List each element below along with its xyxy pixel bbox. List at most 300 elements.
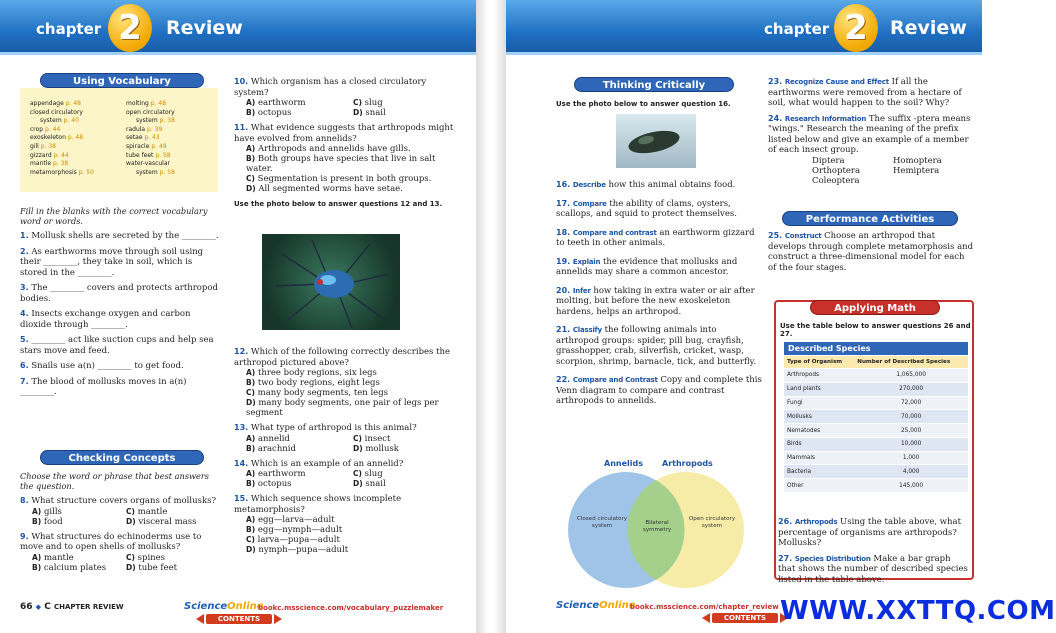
vocab-term xyxy=(30,152,94,161)
answer-option xyxy=(246,434,353,444)
option-letter: C) xyxy=(246,535,255,544)
question-number: 8. xyxy=(20,496,29,505)
question-lead: Explain xyxy=(572,257,601,266)
contents-button-right[interactable]: CONTENTS xyxy=(712,613,778,623)
questions-23-24 xyxy=(768,72,974,186)
table-row xyxy=(784,465,968,479)
question-text: Make a bar graph that shows the number of described species listed in the table above. xyxy=(778,553,968,585)
vocab-term-text: system xyxy=(40,117,62,125)
answer-option xyxy=(32,553,126,563)
table-row xyxy=(784,437,968,451)
answer-option xyxy=(126,507,220,517)
option-letter: B) xyxy=(32,516,42,526)
answer-option xyxy=(126,553,220,563)
question-text: the ability of clams, oysters, scallops, and squid to protect themselves. xyxy=(556,198,737,219)
question-13 xyxy=(234,423,460,454)
watermark: WWW.XXTTQ.COM xyxy=(780,596,1056,626)
option-text: Segmentation is present in both groups. xyxy=(257,174,432,184)
question-stem xyxy=(234,423,460,434)
table-title: Described Species xyxy=(784,342,968,355)
question-text: an earthworm gizzard to teeth in other animals. xyxy=(556,227,755,248)
option-letter: A) xyxy=(246,469,256,478)
question-stem xyxy=(234,347,460,368)
vocab-term-text: metamorphosis xyxy=(30,168,77,176)
vocab-page-ref: p. 38 xyxy=(52,160,69,168)
species-count-cell: 10,000 xyxy=(854,437,968,451)
answer-option xyxy=(246,98,353,108)
question-stem xyxy=(234,459,460,470)
table-row xyxy=(784,424,968,438)
question-text: Which organism has a closed circulatory system? xyxy=(234,77,427,98)
footer-label: CHAPTER REVIEW xyxy=(53,603,124,611)
chapter-number-badge-right: 2 xyxy=(834,4,878,52)
footer-diamond: ◆ xyxy=(35,603,42,611)
questions-12-15 xyxy=(234,342,460,555)
species-count-cell: 70,000 xyxy=(854,410,968,424)
vocab-term xyxy=(126,109,175,118)
vocab-page-ref: p. 44 xyxy=(53,151,69,159)
question-text: As earthworms move through soil using their ________, they take in soil, which is stored in the ________. xyxy=(20,246,204,278)
question-lead: Arthropods xyxy=(794,518,838,526)
question-stem xyxy=(234,494,460,515)
question-text: What type of arthropod is this animal? xyxy=(250,423,417,433)
right-column-left-page xyxy=(234,72,460,208)
organism-cell: Fungi xyxy=(784,396,854,410)
option-letter: C) xyxy=(126,552,135,562)
question-text: Choose an arthropod that develops through complete metamorphosis and construct a three-dimensional model for each of the four stages. xyxy=(768,231,974,273)
option-text: many body segments, ten legs xyxy=(257,388,389,398)
question-lead: Recognize Cause and Effect xyxy=(784,78,889,86)
vocab-term-text: mantle xyxy=(30,160,52,168)
review-word-right: Review xyxy=(890,17,967,39)
fill-question xyxy=(20,283,220,304)
option-letter: A) xyxy=(246,515,256,524)
option-letter: C) xyxy=(126,506,135,516)
answer-option xyxy=(246,154,460,174)
mite-illustration xyxy=(262,234,400,330)
chapter-word: chapter xyxy=(36,20,102,38)
question-number: 14. xyxy=(234,458,249,468)
option-letter: C) xyxy=(246,174,255,183)
option-text: All segmented worms have setae. xyxy=(258,184,403,194)
vocab-page-ref: p. 48 xyxy=(65,100,81,107)
question-number: 15. xyxy=(234,494,249,503)
vocab-page-ref: p. 40 xyxy=(63,117,79,125)
chapter-header xyxy=(0,0,476,55)
question-stem xyxy=(556,199,762,220)
question-number: 25. xyxy=(768,231,783,240)
science-online-logo-right[interactable]: ScienceOnline xyxy=(556,600,636,611)
table-row xyxy=(784,369,968,383)
question-lead: Describe xyxy=(572,181,606,189)
option-letter: A) xyxy=(32,552,42,562)
table-body xyxy=(784,369,968,493)
organism-cell: Birds xyxy=(784,437,854,451)
option-text: earthworm xyxy=(257,469,306,479)
vocab-term xyxy=(126,160,175,169)
applying-math-box xyxy=(774,300,974,585)
venn-annelids-label: Annelids xyxy=(604,459,643,468)
vocab-page-ref: p. 58 xyxy=(159,168,175,176)
page-number: 66 xyxy=(20,602,33,612)
option-text: many body segments, one pair of legs per segment xyxy=(246,398,439,418)
fill-in-section xyxy=(20,206,220,398)
thinking-questions xyxy=(556,172,762,407)
vocab-term-text: water-vascular xyxy=(126,160,170,168)
answer-option xyxy=(32,563,126,573)
question-text: Which sequence shows incomplete metamorphosis? xyxy=(234,494,402,515)
question-number: 23. xyxy=(768,77,783,86)
question-text: how this animal obtains food. xyxy=(608,180,736,190)
option-text: food xyxy=(43,516,63,527)
vocab-term-text: system xyxy=(136,117,158,125)
question-number: 13. xyxy=(234,423,249,432)
question-stem xyxy=(556,180,762,191)
option-text: tube feet xyxy=(138,562,178,573)
check-instructions: Choose the word or phrase that best answers the question. xyxy=(20,471,210,491)
question-14 xyxy=(234,459,460,490)
question-lead: Construct xyxy=(784,232,822,240)
vocab-term xyxy=(126,143,175,152)
question-stem xyxy=(20,532,220,553)
arthropod-photo xyxy=(262,234,400,330)
fill-question xyxy=(20,335,220,356)
vocab-term xyxy=(126,169,175,178)
vocab-term-text: radula xyxy=(126,125,146,133)
vocabulary-box xyxy=(20,88,218,192)
question-text: Which is an example of an annelid? xyxy=(250,458,404,469)
species-table xyxy=(784,356,968,492)
fill-question xyxy=(20,377,220,398)
option-letter: A) xyxy=(246,368,256,377)
question-number: 11. xyxy=(234,123,249,132)
book-gutter xyxy=(476,0,506,633)
option-text: snail xyxy=(365,108,386,118)
insect-order: Homoptera xyxy=(893,155,942,166)
option-letter: D) xyxy=(246,184,256,193)
vocab-term xyxy=(30,109,94,118)
question-23 xyxy=(768,77,974,109)
option-letter: B) xyxy=(246,479,256,488)
question-lead: Classify xyxy=(572,326,602,334)
question-text: Mollusk shells are secreted by the ________. xyxy=(31,231,219,241)
question-number: 20. xyxy=(556,285,571,295)
vocab-term xyxy=(30,169,94,178)
question-number: 24. xyxy=(768,113,783,123)
answer-options xyxy=(234,98,460,118)
answer-option xyxy=(32,507,126,517)
question-text: Which of the following correctly describes the arthropod pictured above? xyxy=(234,347,451,368)
vocab-term xyxy=(126,134,175,143)
right-page xyxy=(506,0,982,633)
checking-concepts-heading: Checking Concepts xyxy=(40,450,204,465)
footer-chapter-letter: C xyxy=(44,602,51,612)
answer-option xyxy=(353,469,460,479)
applying-math-heading: Applying Math xyxy=(810,300,940,315)
ptera-list xyxy=(768,156,974,186)
option-letter: D) xyxy=(353,443,363,453)
question-25 xyxy=(768,231,974,273)
question-15 xyxy=(234,494,460,555)
question-lead: Compare xyxy=(572,199,607,208)
chapter-header-right xyxy=(506,0,982,55)
vocab-column-2 xyxy=(126,100,175,177)
insect-order: Orthoptera xyxy=(812,165,861,176)
option-letter: B) xyxy=(246,443,256,453)
vocab-term-text: tube feet xyxy=(126,151,154,159)
fill-question xyxy=(20,231,220,242)
vocab-term xyxy=(30,160,94,169)
option-text: three body regions, six legs xyxy=(257,368,377,378)
question-number: 12. xyxy=(234,347,249,356)
option-text: Arthropods and annelids have gills. xyxy=(257,144,411,154)
venn-middle-text: Bilateral symmetry xyxy=(642,520,672,533)
science-online-logo[interactable]: ScienceOnline xyxy=(184,601,264,612)
option-letter: B) xyxy=(246,108,256,117)
question-number: 16. xyxy=(556,180,571,189)
question-stem xyxy=(778,554,970,586)
option-letter: B) xyxy=(246,378,256,387)
organism-cell: Other xyxy=(784,479,854,492)
chapter-word-right: chapter xyxy=(764,20,830,38)
table-row xyxy=(784,382,968,396)
table-row xyxy=(784,396,968,410)
option-text: egg—larva—adult xyxy=(257,515,335,525)
question-text: how taking in extra water or air after molting, but before the new exoskeleton hardens, helps an arthropod. xyxy=(556,285,755,317)
answer-option xyxy=(246,184,460,194)
question-stem xyxy=(20,496,220,507)
question-27 xyxy=(778,554,970,586)
question-text: ________ act like suction cups and help sea stars move and feed. xyxy=(20,335,214,356)
fill-question xyxy=(20,247,220,279)
question-24 xyxy=(768,114,974,156)
answer-option xyxy=(246,398,460,418)
vocab-term-text: appendage xyxy=(30,100,64,107)
option-letter: A) xyxy=(246,98,256,107)
question-text: Snails use a(n) ________ to get food. xyxy=(31,361,184,371)
question-text: The blood of mollusks moves in a(n) ________. xyxy=(20,376,187,397)
question-stem xyxy=(556,286,762,318)
answer-option xyxy=(246,535,460,545)
table-header-count: Number of Described Species xyxy=(854,356,968,369)
organism-cell: Nematodes xyxy=(784,424,854,438)
photo-instruction-12: Use the photo below to answer questions 12 and 13. xyxy=(234,200,443,208)
checking-section xyxy=(20,471,220,573)
previous-page-arrow-icon-right[interactable] xyxy=(702,613,710,623)
question-lead: Compare and Contrast xyxy=(572,376,658,384)
option-letter: D) xyxy=(246,545,256,554)
chapter-number-badge: 2 xyxy=(108,4,152,52)
question-12 xyxy=(234,347,460,418)
answer-options xyxy=(20,553,220,573)
vocab-term xyxy=(126,100,175,109)
question-stem xyxy=(234,77,460,98)
vocab-page-ref: p. 43 xyxy=(144,134,160,142)
question-text: What evidence suggests that arthropods might have evolved from annelids? xyxy=(234,123,454,144)
question-stem xyxy=(234,123,460,144)
species-count-cell: 4,000 xyxy=(854,465,968,479)
vocabulary-url-link[interactable]: bookc.msscience.com/vocabulary_puzzlemaker xyxy=(258,604,444,612)
answer-option xyxy=(126,563,220,573)
question-number: 10. xyxy=(234,77,249,86)
option-letter: C) xyxy=(353,98,362,107)
answer-option xyxy=(353,108,460,118)
answer-options xyxy=(234,469,460,489)
option-text: calcium plates xyxy=(43,562,107,573)
question-number: 27. xyxy=(778,553,793,563)
question-stem xyxy=(768,231,974,273)
fill-question xyxy=(20,361,220,372)
question-stem xyxy=(556,228,762,249)
answer-options xyxy=(234,434,460,454)
option-text: gills xyxy=(43,506,62,517)
option-letter: C) xyxy=(246,388,255,397)
option-text: insect xyxy=(364,433,391,444)
vocab-term xyxy=(126,117,175,126)
option-text: octopus xyxy=(257,108,292,118)
fill-question xyxy=(20,309,220,330)
organism-cell: Mollusks xyxy=(784,410,854,424)
review-word: Review xyxy=(166,17,243,39)
question-text: Using the table above, what percentage of organisms are arthropods? Mollusks? xyxy=(778,517,962,548)
vocab-term-text: system xyxy=(136,168,158,176)
question-lead: Compare and contrast xyxy=(572,228,657,237)
option-text: earthworm xyxy=(257,98,306,108)
vocab-page-ref: p. 38 xyxy=(40,142,56,150)
math-instruction: Use the table below to answer questions 26 and 27. xyxy=(780,322,971,338)
option-text: mollusk xyxy=(365,443,399,454)
answer-option xyxy=(246,525,460,535)
question-lead: Infer xyxy=(572,286,591,295)
questions-26-27 xyxy=(778,512,970,585)
question-lead: Research Information xyxy=(784,114,867,123)
contents-button[interactable]: CONTENTS xyxy=(206,614,272,624)
option-text: two body regions, eight legs xyxy=(257,378,380,388)
question-lead: Species Distribution xyxy=(794,554,871,563)
vocab-term-text: spiracle xyxy=(126,142,150,150)
question-number: 6. xyxy=(20,361,29,370)
vocab-term-text: gill xyxy=(30,142,39,150)
answer-options xyxy=(20,507,220,527)
vocab-term xyxy=(126,126,175,135)
question-text: If all the earthworms were removed from a hectare of soil, what would happen to the soil? Why? xyxy=(768,77,962,108)
option-text: spines xyxy=(137,552,166,563)
vocab-page-ref: p. 38 xyxy=(159,117,175,125)
slug-photo xyxy=(616,114,696,168)
venn-right-text: Open circulatory system xyxy=(688,516,736,529)
question-9 xyxy=(20,532,220,573)
organism-cell: Land plants xyxy=(784,382,854,396)
option-text: annelid xyxy=(257,433,290,444)
question-text: The suffix -ptera means "wings." Research the meaning of the prefix listed below and give an example of a member of each insect group. xyxy=(768,113,971,155)
answer-options xyxy=(234,515,460,555)
option-text: mantle xyxy=(43,552,74,563)
species-count-cell: 1,000 xyxy=(854,451,968,465)
answer-option xyxy=(246,368,460,378)
insect-order: Diptera xyxy=(812,155,845,166)
species-count-cell: 270,000 xyxy=(854,382,968,396)
vocab-term xyxy=(30,134,94,143)
insect-order: Coleoptera xyxy=(812,175,860,186)
next-page-arrow-icon[interactable] xyxy=(274,614,282,624)
option-text: nymph—pupa—adult xyxy=(258,545,349,555)
question-26 xyxy=(778,517,970,549)
vocab-term-text: gizzard xyxy=(30,151,52,159)
vocab-term xyxy=(126,152,175,161)
question-stem xyxy=(556,375,762,407)
question-number: 4. xyxy=(20,309,29,318)
option-letter: D) xyxy=(353,479,363,488)
question-text: the following animals into arthropod groups: spider, pill bug, crayfish, grasshopper, crab, silverfish, cricket, wasp, scorpion, shrimp, barnacle, tick, and butterfly. xyxy=(556,325,757,367)
species-count-cell: 145,000 xyxy=(854,479,968,492)
vocab-page-ref: p. 44 xyxy=(45,125,61,133)
question-text: The ________ covers and protects arthropod bodies. xyxy=(20,283,218,304)
option-text: egg—nymph—adult xyxy=(257,525,343,535)
answer-option xyxy=(353,444,460,454)
page-footer xyxy=(20,602,124,612)
answer-option xyxy=(246,545,460,555)
table-row xyxy=(784,479,968,492)
option-text: mantle xyxy=(137,506,168,517)
vocab-term-text: crop xyxy=(30,125,44,133)
vocab-term-text: exoskeleton xyxy=(30,134,66,142)
question-number: 7. xyxy=(20,376,29,386)
question-stem xyxy=(556,257,762,278)
species-count-cell: 72,000 xyxy=(854,396,968,410)
option-letter: D) xyxy=(126,562,136,572)
question-text: Insects exchange oxygen and carbon dioxide through ________. xyxy=(20,309,191,330)
answer-option xyxy=(353,98,460,108)
option-text: snail xyxy=(365,479,386,489)
option-text: visceral mass xyxy=(138,516,197,527)
answer-option xyxy=(246,174,460,184)
question-text: What structure covers organs of mollusks? xyxy=(31,496,217,506)
option-letter: D) xyxy=(246,398,256,407)
answer-option xyxy=(246,479,353,489)
chapter-review-url-link[interactable]: bookc.msscience.com/chapter_review xyxy=(630,603,779,611)
option-text: larva—pupa—adult xyxy=(257,535,340,545)
answer-option xyxy=(246,515,460,525)
option-letter: C) xyxy=(353,433,362,443)
vocab-page-ref: p. 39 xyxy=(147,125,163,133)
question-text: Copy and complete this Venn diagram to compare and contrast arthropods to annelids. xyxy=(556,375,762,406)
question-25-wrap xyxy=(768,226,974,273)
option-letter: B) xyxy=(32,562,42,572)
question-number: 21. xyxy=(556,325,571,334)
option-text: arachnid xyxy=(257,443,296,454)
question-text: What structures do echinoderms use to move and to open shells of mollusks? xyxy=(20,531,202,552)
organism-cell: Mammals xyxy=(784,451,854,465)
vocab-term-text: setae xyxy=(126,134,143,142)
previous-page-arrow-icon[interactable] xyxy=(196,614,204,624)
vocab-term-text: molting xyxy=(126,100,149,107)
vocab-term xyxy=(30,100,94,109)
thinking-critically-heading: Thinking Critically xyxy=(574,77,734,92)
option-letter: B) xyxy=(246,154,256,163)
option-letter: B) xyxy=(246,525,256,534)
option-text: slug xyxy=(364,98,383,108)
option-letter: A) xyxy=(246,144,256,153)
answer-option xyxy=(126,517,220,527)
species-count-cell: 1,065,000 xyxy=(854,369,968,383)
option-letter: C) xyxy=(353,469,362,478)
answer-options xyxy=(234,368,460,418)
answer-option xyxy=(353,479,460,489)
vocab-page-ref: p. 50 xyxy=(78,168,94,176)
option-text: slug xyxy=(364,469,383,479)
question-number: 9. xyxy=(20,531,29,541)
option-letter: A) xyxy=(246,433,256,443)
